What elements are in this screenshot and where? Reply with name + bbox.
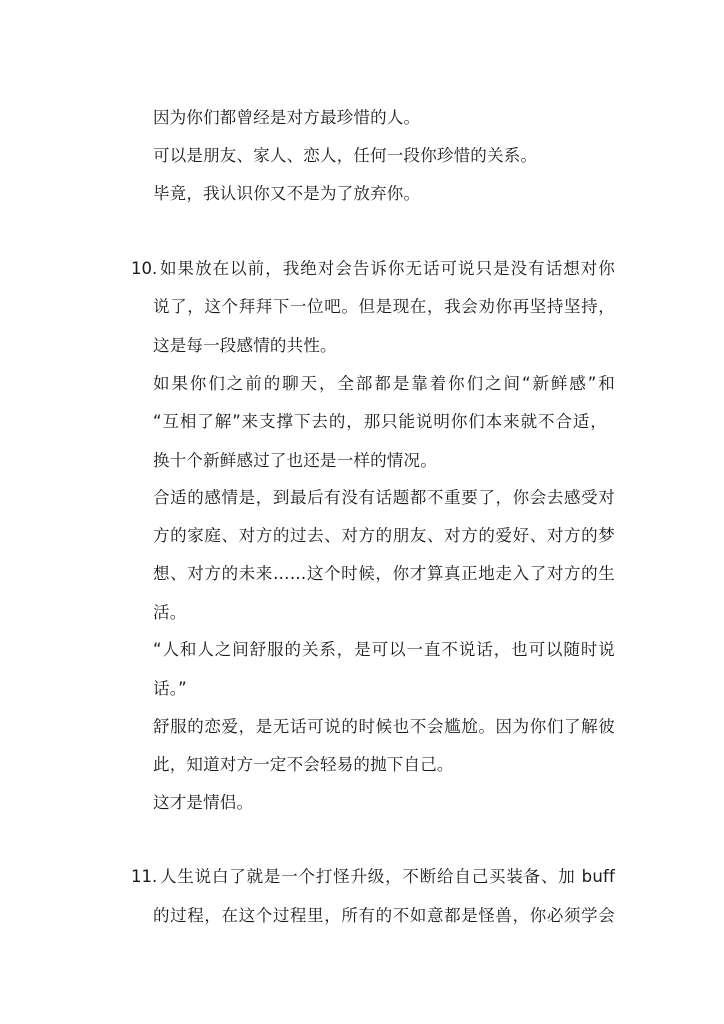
item-10-line-4: 如果你们之前的聊天，全部都是靠着你们之间“新鲜感”和 (153, 374, 615, 393)
item-10-number: 10. (131, 259, 158, 278)
item-10-line-7: 合适的感情是，到最后有没有话题都不重要了，你会去感受对 (153, 488, 615, 507)
item-11-line-2: 的过程，在这个过程里，所有的不如意都是怪兽，你必须学会 (153, 906, 615, 925)
item-10-line-13: 舒服的恋爱，是无话可说的时候也不会尴尬。因为你们了解彼 (153, 717, 615, 736)
item-11-line-1: 人生说白了就是一个打怪升级，不断给自己买装备、加 buff (160, 867, 615, 886)
item-10-line-15: 这才是情侣。 (153, 793, 254, 812)
item-10-line-2: 说了，这个拜拜下一位吧。但是现在，我会劝你再坚持坚持， (153, 297, 615, 316)
item-10-line-10: 活。 (153, 603, 187, 622)
item-10-line-8: 方的家庭、对方的过去、对方的朋友、对方的爱好、对方的梦 (153, 526, 615, 545)
item-11-number: 11. (131, 867, 158, 886)
item-10-line-1: 如果放在以前，我绝对会告诉你无话可说只是没有话想对你 (160, 259, 615, 278)
item-10-line-12: 话。” (153, 679, 187, 698)
item-10-line-3: 这是每一段感情的共性。 (153, 336, 337, 355)
intro-line-2: 可以是朋友、家人、恋人，任何一段你珍惜的关系。 (153, 146, 538, 165)
intro-line-1: 因为你们都曾经是对方最珍惜的人。 (153, 108, 421, 127)
item-10-line-9: 想、对方的未来……这个时候，你才算真正地走入了对方的生 (153, 564, 615, 583)
item-10-line-11: “人和人之间舒服的关系，是可以一直不说话，也可以随时说 (153, 640, 615, 659)
item-10-line-6: 换十个新鲜感过了也还是一样的情况。 (153, 451, 437, 470)
item-10-line-5: “互相了解”来支撑下去的，那只能说明你们本来就不合适， (153, 412, 607, 431)
item-10-line-14: 此，知道对方一定不会轻易的抛下自己。 (153, 755, 454, 774)
intro-line-3: 毕竟，我认识你又不是为了放弃你。 (153, 184, 421, 203)
